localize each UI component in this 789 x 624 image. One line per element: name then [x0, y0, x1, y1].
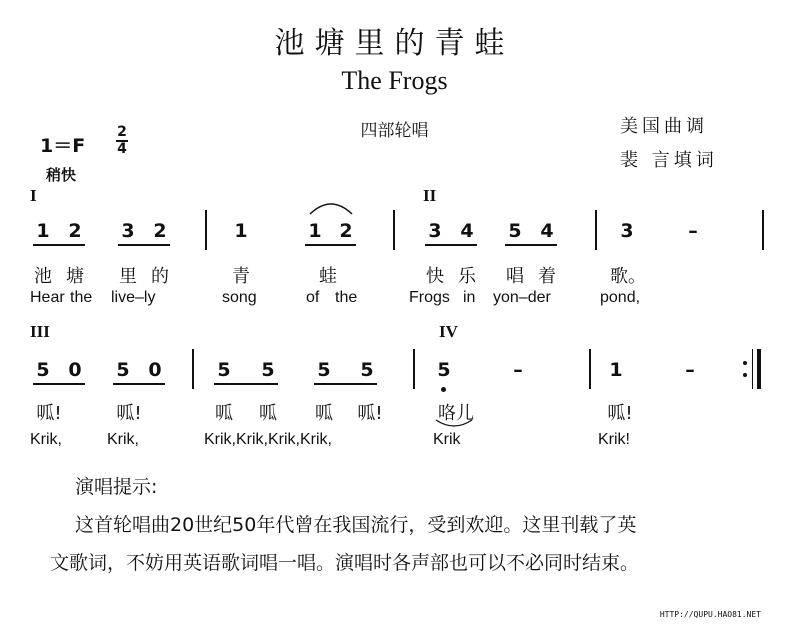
- lyric-en: Krik: [433, 431, 461, 448]
- note: 4: [460, 220, 474, 242]
- tips-line: 文歌词，不妨用英语歌词唱一唱。演唱时各声部也可以不必同时结束。: [50, 552, 640, 574]
- note: 3: [428, 220, 442, 242]
- lyric-cn: 乐: [458, 266, 476, 287]
- lyric-en: in: [463, 289, 476, 306]
- section-mark-3: III: [30, 322, 50, 341]
- beam: [214, 383, 278, 385]
- slur-arc: [434, 418, 474, 430]
- lyric-cn: 呱!: [357, 403, 383, 424]
- beam: [33, 244, 85, 246]
- tips-heading: 演唱提示:: [75, 476, 158, 498]
- sustain-dash: –: [513, 359, 523, 381]
- lyric-cn: 呱: [315, 403, 333, 424]
- beam: [33, 383, 85, 385]
- lyric-cn: 池: [34, 266, 52, 287]
- lyric-cn: 咯儿: [438, 403, 474, 424]
- note: 1: [609, 359, 623, 381]
- lyric-en: Krik!: [598, 431, 630, 448]
- lyric-en: yon–der: [493, 289, 551, 306]
- barline: [393, 210, 395, 250]
- beam: [305, 244, 356, 246]
- barline: [413, 349, 415, 389]
- final-barline: [757, 349, 761, 389]
- performance-form: 四部轮唱: [360, 121, 429, 141]
- lyric-cn: 呱!: [36, 403, 62, 424]
- note: 3: [121, 220, 135, 242]
- lyric-en: the: [70, 289, 93, 306]
- song-title-chinese: 池塘里的青蛙: [274, 26, 515, 61]
- note: 1: [36, 220, 50, 242]
- lyric-en: Krik,Krik,Krik,Krik,: [204, 431, 332, 448]
- tips-line: 这首轮唱曲20世纪50年代曾在我国流行，受到欢迎。这里刊载了英: [75, 514, 637, 536]
- section-mark-1: I: [30, 186, 37, 205]
- section-mark-2: II: [423, 186, 437, 205]
- low-octave-dot: [441, 387, 446, 392]
- note: 3: [620, 220, 634, 242]
- note: 2: [153, 220, 167, 242]
- barline: [595, 210, 597, 250]
- barline: [762, 210, 764, 250]
- sustain-dash: –: [688, 220, 698, 242]
- lyric-cn: 唱: [506, 266, 524, 287]
- lyric-cn: 着: [538, 266, 556, 287]
- barline: [192, 349, 194, 389]
- note: 5: [261, 359, 275, 381]
- note: 5: [508, 220, 522, 242]
- lyric-cn: 呱: [215, 403, 233, 424]
- lyric-en: Frogs: [409, 289, 450, 306]
- song-title-english: The Frogs: [341, 66, 448, 95]
- lyric-cn: 塘: [66, 266, 84, 287]
- repeat-dot: [743, 373, 747, 377]
- note: 1: [308, 220, 322, 242]
- lyric-en: live–ly: [111, 289, 156, 306]
- barline: [752, 349, 753, 389]
- note: 5: [437, 359, 451, 381]
- beam: [314, 383, 377, 385]
- beam: [113, 383, 165, 385]
- music-credit: 美国曲调: [620, 116, 708, 137]
- lyric-cn: 快: [426, 266, 444, 287]
- lyric-en: Krik,: [107, 431, 139, 448]
- lyric-cn: 歌。: [610, 266, 646, 287]
- note: 5: [217, 359, 231, 381]
- note: 5: [317, 359, 331, 381]
- lyric-cn: 蛙: [319, 266, 337, 287]
- lyric-cn: 呱!: [116, 403, 142, 424]
- lyric-en: the: [335, 289, 358, 306]
- lyric-en: Hear: [30, 289, 65, 306]
- lyric-en: Krik,: [30, 431, 62, 448]
- lyrics-credit: 裴 言填词: [620, 150, 718, 171]
- lyric-en: of: [306, 289, 320, 306]
- note: 2: [68, 220, 82, 242]
- lyric-cn: 里: [119, 266, 137, 287]
- beam: [425, 244, 477, 246]
- watermark: HTTP://QUPU.HAO81.NET: [659, 610, 761, 619]
- beam: [505, 244, 557, 246]
- note: 5: [360, 359, 374, 381]
- lyric-cn: 呱: [259, 403, 277, 424]
- section-mark-4: IV: [439, 322, 458, 341]
- tempo-marking: 稍快: [46, 166, 77, 184]
- key-signature: 1＝F: [40, 135, 86, 157]
- time-signature: [116, 125, 128, 156]
- beam: [118, 244, 170, 246]
- lyric-cn: 的: [151, 266, 169, 287]
- note: 0: [148, 359, 162, 381]
- lyric-cn: 呱!: [607, 403, 633, 424]
- note: 5: [116, 359, 130, 381]
- repeat-dot: [743, 361, 747, 365]
- barline: [589, 349, 591, 389]
- time-signature-bottom: 4: [117, 141, 127, 157]
- note: 4: [540, 220, 554, 242]
- lyric-en: song: [222, 289, 257, 306]
- time-signature-top: 2: [117, 124, 127, 140]
- lyric-cn: 青: [232, 266, 250, 287]
- barline: [205, 210, 207, 250]
- lyric-en: pond,: [600, 289, 641, 306]
- note: 1: [234, 220, 248, 242]
- note: 0: [68, 359, 82, 381]
- tie-arc: [308, 200, 354, 216]
- note: 2: [339, 220, 353, 242]
- note: 5: [36, 359, 50, 381]
- sustain-dash: –: [685, 359, 695, 381]
